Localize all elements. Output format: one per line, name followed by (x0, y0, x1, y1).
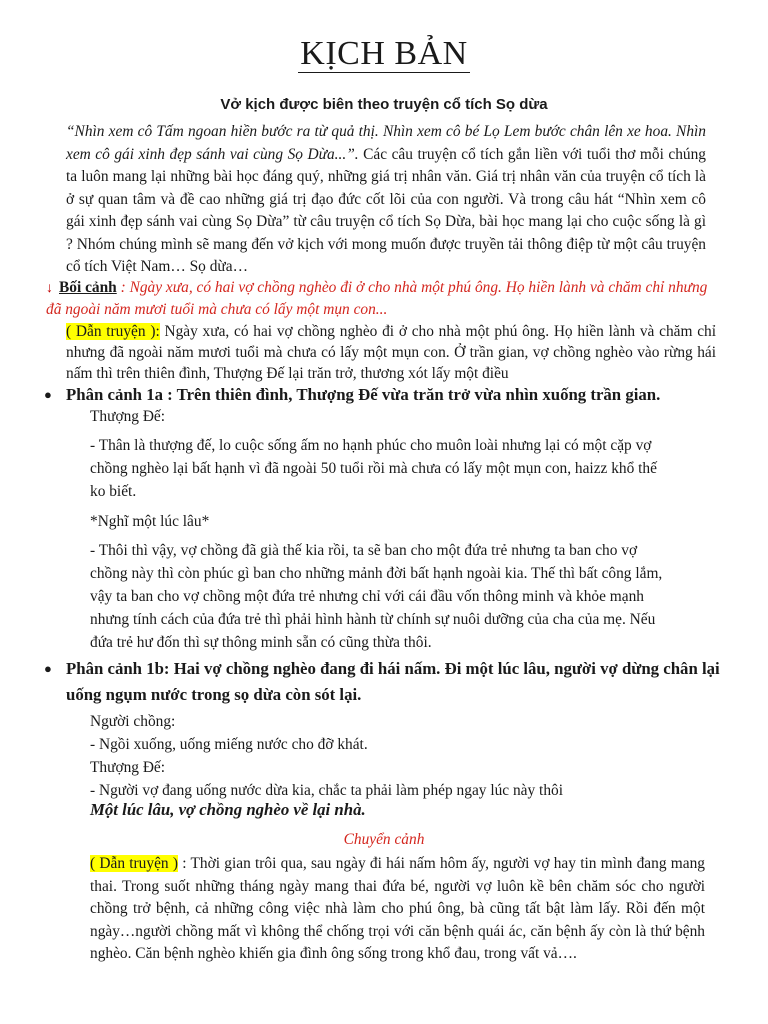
dialogue-line: - Ngồi xuống, uống miếng nước cho đỡ khát. (90, 736, 368, 753)
speaker-husband: Người chồng: (90, 713, 176, 730)
dialogue-line: - Người vợ đang uống nước dừa kia, chắc ta phải làm phép ngay lúc này thôi (90, 782, 563, 799)
bullet-icon: ● (44, 661, 52, 676)
doc-subtitle: Vở kịch được biên theo truyện cổ tích Sọ dừa (220, 96, 548, 113)
bullet-icon: ● (44, 387, 52, 402)
intro-paragraph (66, 121, 706, 279)
intro-quote: “Nhìn xem cô Tấm ngoan hiền bước ra từ quả thị. Nhìn xem cô bé Lọ Lem bước chân lên xe hoa. Nhìn xem cô gái xinh đẹp sánh vai cùng Sọ Dừa...”. (66, 123, 706, 163)
narrator-paragraph-2 (90, 853, 705, 966)
speaker-god: Thượng Đế: (90, 408, 166, 425)
intro-text: Các câu truyện cổ tích gắn liền với tuổi thơ mỗi chúng ta luôn mang lại những bài học đáng quý, những giá trị nhân văn. Giá trị nhân văn của truyện cổ tích là ở sự quan tâm và đề cao những giá trị đạo đức cốt lõi của con người. Và trong câu hát “Nhìn xem cô gái xinh đẹp sánh vai cùng Sọ Dừa” từ câu truyện cổ tích Sọ Dừa, bài học mang lại cho cuộc sống là gì ? Nhóm chúng mình sẽ mang đến vở kịch với mong muốn được truyền tải thông điệp từ một câu truyện cổ tích Việt Nam… Sọ dừa… (66, 145, 706, 275)
narrator-paragraph (66, 321, 716, 384)
doc-title: KỊCH BẢN (300, 35, 468, 72)
stage-closing: Một lúc lâu, vợ chồng nghèo về lại nhà. (90, 800, 366, 819)
speaker-god: Thượng Đế: (90, 759, 166, 776)
transition-label: Chuyển cảnh (343, 831, 425, 848)
dialogue-line: - Thôi thì vậy, vợ chồng đã già thế kia rồi, ta sẽ ban cho một đứa trẻ nhưng ta ban cho vợ chồng này thì còn phúc gì ban cho những mảnh đời bất hạnh ngoài kia. Thế thì bất công lắm, vậy ta ban cho vợ chồng một đứa trẻ nhưng chỉ với cái đầu vốn thông minh và khỏe mạnh nhưng tính cách của đứa trẻ thì phải hình hành từ chính sự nuôi dưỡng của cha của mẹ. Nếu đứa trẻ hư đốn thì sự thông minh sẵn có cũng thừa thôi. (90, 542, 663, 651)
context-label: Bối cảnh (59, 279, 117, 296)
arrow-down-icon: ↓ (46, 281, 53, 296)
stage-direction: *Nghĩ một lúc lâu* (90, 513, 210, 530)
narrator-label: ( Dẫn truyện ): (66, 323, 160, 340)
scene-1a-heading: ● Phân cảnh 1a : Trên thiên đình, Thượng Đế vừa trăn trở vừa nhìn xuống trần gian. (66, 382, 726, 408)
narrator-text: Ngày xưa, có hai vợ chồng nghèo đi ở cho nhà một phú ông. Họ hiền lành và chăm chỉ nhưng đã ngoài năm mươi tuổi mà chưa có lấy một mụn con. Ở trần gian, vợ chồng nghèo vào rừng hái nấm thì trên thiên đình, Thượng Đế lại trăn trở, thương xót lấy một điều (66, 323, 716, 382)
context-text: Ngày xưa, có hai vợ chồng nghèo đi ở cho nhà một phú ông. Họ hiền lành và chăm chỉ nhưng đã ngoài năm mươi tuổi mà chưa có lấy một mụn con... (46, 279, 708, 318)
narrator-label: ( Dẫn truyện ) (90, 855, 178, 872)
narrator-text: : Thời gian trôi qua, sau ngày đi hái nấm hôm ấy, người vợ hay tin mình đang mang thai. Trong suốt những tháng ngày mang thai đứa bé, người vợ luôn kề bên chăm sóc cho người chồng trở bệnh, cả những công việc nhà làm cho phú ông, bà cũng tất bật làm lấy. Rồi đến một ngày…người chồng mất vì không thể chống trọi với căn bệnh quái ác, căn bệnh ấy còn là thứ bệnh nghèo. Căn bệnh nghèo khiến gia đình ông sống trong khổ đau, trong vất vả…. (90, 855, 705, 962)
dialogue-line: - Thân là thượng đế, lo cuộc sống ấm no hạnh phúc cho muôn loài nhưng lại có một cặp vợ chồng nghèo lại bất hạnh vì đã ngoài 50 tuổi rồi mà chưa có lấy một mụn con, haizz khổ thế ko biết. (90, 437, 657, 500)
context-paragraph: ↓ Bối cảnh : Ngày xưa, có hai vợ chồng nghèo đi ở cho nhà một phú ông. Họ hiền lành và chăm chỉ nhưng đã ngoài năm mươi tuổi mà chưa có lấy một mụn con... (46, 279, 708, 318)
scene-1b-heading: ● Phân cảnh 1b: Hai vợ chồng nghèo đang đi hái nấm. Đi một lúc lâu, người vợ dừng chân lại uống ngụm nước trong sọ dừa còn sót lại. (66, 656, 726, 708)
